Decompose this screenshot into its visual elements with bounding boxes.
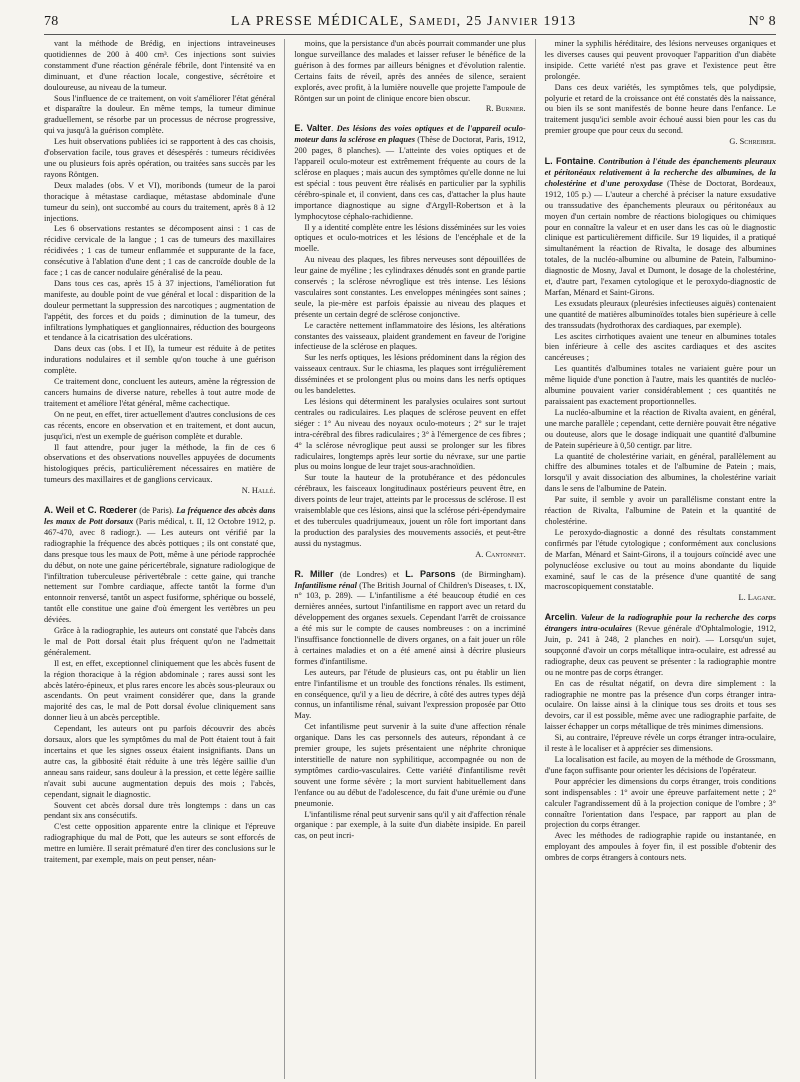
paragraph: Dans deux cas (obs. I et II), la tumeur est réduite à de petites indurations nodulaires et il semble qu'on touche à une guérison complète. — [44, 344, 276, 376]
review-author: Arcelin — [544, 612, 576, 623]
review-entry — [294, 569, 525, 668]
paragraph: Les lésions qui déterminent les paralysies oculaires sont surtout centrales ou radiculaires. Les plaques de sclérose peuvent en effet siéger : 1° Au niveau des noyaux oculo-moteurs ; 2° sur le trajet intra-cérébral des fibres radiculaires ; 3° à l'émergence de ces fibres ; 4° la sclérose névroglique peut aussi se prolonger sur les fibres radiculaires, longtemps après leur sortie du névraxe, sur une partie plus ou moins longue de leur trajet sous-arachnoïdien. — [294, 397, 526, 472]
review-separator: . — [593, 157, 599, 167]
paragraph: Par suite, il semble y avoir un parallélisme constant entre la réaction de Rivalta, l'albumine de Patein et la quantité de cholestérine. — [544, 495, 776, 526]
review-signature: N. Hallé. — [241, 486, 276, 496]
paragraph: Les auteurs, par l'étude de plusieurs cas, ont pu établir un lien entre l'infantilisme et un trouble des fonctions rénales. Ils estiment, en conséquence, qu'il y a lieu de décrire, à côté des autres types déjà connus, un infantilisme rénal, suivant l'expression proposée par Otto May. — [294, 667, 526, 721]
paragraph: Il y a identité complète entre les lésions disséminées sur les voies optiques et oculo-motrices et les lésions de l'encéphale et de la moelle. — [294, 222, 526, 254]
paragraph: Ce traitement donc, concluent les auteurs, amène la régression de cancers humains de diverse nature, rebelles à tout autre mode de traitement et améliore l'état général, même cachectique. — [44, 377, 276, 408]
review-signature: A. Cantonnet. — [475, 549, 526, 559]
review-signature: G. Schreiber. — [729, 137, 776, 147]
review-affiliation: (de Londres) et — [333, 569, 406, 579]
paragraph: L'infantilisme rénal peut survenir sans qu'il y ait d'affection rénale organique : par exemple, à la suite d'un diabète insipide. En pareil cas, on peut incri- — [294, 809, 526, 841]
paragraph: Dans tous ces cas, après 15 à 37 injections, l'amélioration fut manifeste, au double point de vue général et local : disparition de la douleur permettant la suppression des narcotiques ; augmentation de l'appétit, des forces et du poids ; diminution de la tumeur, des infiltrations lymphatiques et ganglionnaires, réduction des bourgeons et tendance à la cicatrisation des ulcérations. — [44, 278, 276, 343]
review-title: Contribution à l'étude des épanchements pleuraux et péritonéaux relativement à la recherche des albumines, de la cholestérine et d'une peroxydase — [544, 157, 776, 188]
paragraph: Il faut attendre, pour juger la méthode, la fin de ces 6 observations et des observations nouvelles appuyées de documents histologiques précis, particulièrement nécessaires en matière de tumeurs des maxillaires et de ganglions cervicaux. — [44, 442, 276, 485]
paragraph: miner la syphilis héréditaire, des lésions nerveuses organiques et les diverses causes qui peuvent provoquer l'apparition d'un diabète insipide. Cette variété n'est pas grave et l'existence peut être prolongée. — [544, 39, 776, 81]
paragraph: Le caractère nettement inflammatoire des lésions, les altérations constantes des vaisseaux, plaident grandement en faveur de l'origine infectieuse de la sclérose en plaques. — [294, 320, 526, 352]
column-3 — [535, 39, 776, 1079]
review-entry — [294, 123, 525, 222]
paragraph: Les quantités d'albumines totales ne variaient guère pour un même liquide d'une ponction à l'autre, mais les quantités de nucléo-albumine pouvaient varier considérablement ; ces quantités ne paraissaient pas exactement proportionnelles. — [544, 364, 776, 406]
review-title: Des lésions des voies optiques et de l'appareil oculo-moteur dans la sclérose en plaques — [294, 124, 526, 145]
column-2 — [284, 39, 525, 1079]
paragraph: Cet infantilisme peut survenir à la suite d'une affection rénale organique. Dans les cas personnels des auteurs, répondant à ce premier groupe, les sujets présentaient une néphrite chronique interstitielle de nature non syphilitique, accompagnée ou non de symptômes cardio-vasculaires. Cette variété d'infantilisme revêt souvent une forme sévère ; la mort survient habituellement dans l'enfance ou au début de l'adolescence, du fait d'une urémie ou d'une pneumonie. — [294, 722, 526, 808]
paragraph: Sous l'influence de ce traitement, on voit s'améliorer l'état général et disparaître la douleur. En même temps, la tumeur diminue graduellement, se résorbe par un processus de nécrose progressive, qui va jusqu'à la guérison complète. — [44, 93, 276, 136]
review-body: (Thèse de Doctorat, Bordeaux, 1912, 105 p.) — L'auteur a cherché à préciser la nature exsudative ou transsudative des épanchements pleuraux ou péritonéaux au moyen d'un certain nombre de réactions biologiques ou chimiques pour en connaître la valeur et en user dans les cas où le diagnostic clinique est particulièrement difficile. Sur 19 liquides, il a pratiqué simultanément la réaction de Rivalta, le dosage des albumines totales, de la nucléo-albumine ou albumine de Patein, l'albumino-diagnostic de Mosny, Javal et Dumont, le dosage de la cholestérine, et, d'autre part, l'examen cytologique et le peroxydo-diagnostic de Marfan, Ménard et Saint-Girons. — [544, 178, 776, 297]
paragraph: Les huit observations publiées ici se rapportent à des cas choisis, d'observation facile, tous graves et désespérés : tumeurs récidivées une ou plusieurs fois après opération, ou traitées sans succès par les rayons Röntgen. — [44, 137, 276, 179]
review-entry — [545, 612, 776, 678]
paragraph: Sur les nerfs optiques, les lésions prédominent dans la région des vaisseaux centraux. Sur le chiasma, les plaques sont irrégulièrement disséminées et se prolongent plus ou moins dans les nerfs optiques ou les bandelettes. — [294, 353, 526, 396]
review-entry — [44, 505, 275, 626]
paragraph: Le peroxydo-diagnostic a donné des résultats constamment confirmés par l'étude cytologique ; conformément aux conclusions de Marfan, Ménard et Saint-Girons, il a toujours coïncidé avec une polynucléose exclusive ou tout au moins abondante du liquide examiné, sauf le cas de la présence d'une quantité de sang macroscopiquement constatable. — [544, 527, 776, 592]
paragraph: Dans ces deux variétés, les symptômes tels, que polydipsie, polyurie et retard de la croissance ont été constatés dès la naissance, ou bien ils se sont manifestés de bonne heure dans l'enfance. Le traitement jusqu'ici semble avoir échoué aussi bien pour les cas du premier groupe que pour ceux du second. — [544, 82, 776, 136]
review-body: (Thèse de Doctorat, Paris, 1912, 200 pages, 8 planches). — L'atteinte des voies optiques et de l'appareil oculo-moteur est extrêmement fréquente au cours de la sclérose en plaques ; mais aucun des symptômes qu'elle donne ne lui est spécial : tous peuvent être réalisés en particulier par la syphilis cérébro-spinale et, il convient, dans ces cas, d'attacher la plus haute importance diagnostique au signe d'Argyll-Robertson et à la lymphocytose céphalo-rachidienne. — [294, 135, 526, 221]
paragraph: La quantité de cholestérine variait, en général, parallèlement au chiffre des albumines totales et de l'albumine de Patein ; mais, lorsqu'il y avait dissociation des albumines, la cholestérine variait dans le sens de l'albumine de Patein. — [544, 451, 776, 494]
paragraph: Cependant, les auteurs ont pu parfois découvrir des abcès dorsaux, alors que les symptômes du mal de Pott étaient tout à fait incertains et que les signes osseux étaient insignifiants. Dans un autre cas, la gibbosité était réduite à une très légère saillie d'un anneau sans raideur, sans douleur à la pression, et cette légère saillie n'avait subi aucune augmentation depuis des mois ; l'abcès, cependant, signait le diagnostic. — [44, 724, 276, 799]
paragraph: C'est cette opposition apparente entre la clinique et l'épreuve radiographique du mal de Pott, que les auteurs se sont efforcés de mettre en lumière. Il serait prématuré d'en tirer des conclusions sur le traitement, par exemple, mais on peut penser, néan- — [44, 822, 276, 865]
paragraph: En cas de résultat négatif, on devra dire simplement : la radiographie ne montre pas la présence d'un corps étranger intra-oculaire. On laisse ainsi à la clinique tous ses droits et tous ses devoirs, car il est possible, même avec une radiographie parfaite, de laisser échapper un corps métallique de très minimes dimensions. — [544, 678, 776, 732]
review-signature: L. Lagane. — [738, 593, 776, 603]
review-author: A. Weil et C. Rœderer — [44, 505, 137, 516]
paragraph: Grâce à la radiographie, les auteurs ont constaté que l'abcès dans le mal de Pott dorsal était plus fréquent qu'on ne l'admettait généralement. — [44, 626, 276, 657]
review-author: E. Valter — [294, 123, 332, 134]
review-author: L. Fontaine — [544, 156, 594, 167]
review-separator: . — [575, 613, 581, 623]
column-1 — [44, 39, 275, 1079]
review-signature: R. Burnier. — [485, 104, 526, 114]
paragraph: Deux malades (obs. V et VI), moribonds (tumeur de la paroi thoracique à métastase cardiaque, métastase abdominale d'une tumeur du sein), ont succombé au cours du traitement, après 8 à 12 injections. — [44, 180, 276, 223]
paragraph: Souvent cet abcès dorsal dure très longtemps : dans un cas pendant six ans consécutifs. — [44, 800, 276, 821]
paragraph: Au niveau des plaques, les fibres nerveuses sont dépouillées de leur gaine de myéline ; les cylindraxes dénudés sont en grande partie conservés ; la sclérose névroglique est très intense. Les lésions vasculaires sont constantes. Les enveloppes méningées sont saines ; seule, la pie-mère est parfois épaissie au niveau des plaques et présente un certain degré de sclérose conjonctive. — [294, 255, 526, 319]
review-author: R. Miller — [294, 568, 334, 579]
paragraph: Avec les méthodes de radiographie rapide ou instantanée, en employant des ampoules à foyer fin, il est possible d'obtenir des ombres de corps étrangers à contours nets. — [544, 831, 776, 863]
paragraph: La nucléo-albumine et la réaction de Rivalta avaient, en général, une marche parallèle ; cependant, cette dernière pouvait être négative ou douteuse, alors que le dosage indiquait une quantité d'albumine de Patein supérieure à 0,50 centigr. par litre. — [544, 407, 776, 450]
review-separator: . — [331, 124, 337, 134]
review-body: (The British Journal of Children's Diseases, t. IX, n° 103, p. 289). — L'infantilisme a été beaucoup étudié en ces dernières années, surtout l'infantilisme en rapport avec un retard du développement des organes sexuels. Cependant l'arrêt de croissance a été mis sur le compte de causes nombreuses : on a incriminé l'insuffisance fonctionnelle de divers organes, on a fait jouer un rôle à certaines maladies et on a été amené ainsi à décrire plusieurs formes d'infantilisme. — [294, 580, 526, 666]
review-title: Valeur de la radiographie pour la recherche des corps étrangers intra-oculaires — [544, 613, 776, 634]
text-columns — [44, 39, 776, 1079]
review-entry — [545, 156, 776, 299]
issue-number: N° 8 — [748, 14, 776, 29]
paragraph: vant la méthode de Brédig, en injections intraveineuses quotidiennes de 200 à 400 cm³. Ces injections sont suivies constamment d'une réaction générale fébrile, dont l'intensité va en diminuant, et d'une réaction locale, congestive, sécrétoire et douloureuse, au niveau de la tumeur. — [44, 39, 276, 92]
paragraph: Les exsudats pleuraux (pleurésies infectieuses aiguës) contenaient une quantité de matières albuminoïdes totales bien supérieure à celle des transsudats (hydrothorax des cardiaques, par exemple). — [544, 298, 776, 330]
journal-title: LA PRESSE MÉDICALE, Samedi, 25 Janvier 1913 — [230, 14, 577, 29]
paragraph: Les ascites cirrhotiques avaient une teneur en albumines totales bien inférieure à celle des ascites cardiaques et des ascites cancéreuses ; — [544, 331, 776, 363]
review-affiliation: (de Paris). — [136, 506, 177, 516]
page-header — [44, 14, 776, 35]
paragraph: On ne peut, en effet, tirer actuellement d'autres conclusions de ces cas récents, encore en observation et en traitement, et dont aucun, jusqu'ici, n'est un exemple de guérison complète et durable. — [44, 409, 276, 441]
paragraph: Pour apprécier les dimensions du corps étranger, trois conditions sont indispensables : 1° avoir une épreuve parfaitement nette ; 2° calculer l'agrandissement dû à la projection conique de l'ombre ; 3° connaître l'orientation dans l'espace, par rapport au plan de projection du corps étranger. — [544, 776, 776, 830]
page-number: 78 — [44, 14, 59, 29]
paragraph: moins, que la persistance d'un abcès pourrait commander une plus longue surveillance des malades et laisser refuser le bénéfice de la guérison à des formes par ailleurs bénignes et d'évolution ralentie. Certains faits de réveil, après des années de silence, seraient explorés, avec profit, à la lumière nouvelle que projette l'ampoule de Röntgen sur un point de clinique encore bien obscur. — [294, 39, 526, 103]
paragraph: Si, au contraire, l'épreuve révèle un corps étranger intra-oculaire, il reste à le localiser et à apprécier ses dimensions. — [544, 733, 776, 754]
review-title: La fréquence des abcès dans les maux de Pott dorsaux — [44, 506, 276, 526]
paragraph: La localisation est facile, au moyen de la méthode de Grossmann, d'une façon suffisante pour orienter les décisions de l'opérateur. — [544, 755, 776, 775]
review-body: (Paris médical, t. II, 12 Octobre 1912, p. 467-470, avec 8 radiogr.). — Les auteurs ont vérifié par la radiographie la fréquence des abcès pottiques ; ils ont constaté que, dans presque tous les maux de Pott, même à une période rapprochée du début, on note une gaine péricertébrale, signature radiologique de l'infiltration tuberculeuse périvertébrale : cette gaine, qui tranche nettement sur l'ombre cardiaque, affecte tantôt la forme d'un entonnoir renversé, tantôt un aspect fusiforme, sphérique ou bosselé, tantôt elle constitue une gaine d'où émergent les vertèbres un peu déviées. — [44, 516, 276, 625]
review-title: Infantilisme rénal — [294, 580, 357, 590]
review-affiliation: (de Birmingham). — [455, 569, 526, 579]
paragraph: Les 6 observations restantes se décomposent ainsi : 1 cas de récidive cervicale de la langue ; 1 cas de tumeurs des maxillaires récidivées ; 1 cas de tumeur enflammée et suppurante de la face, consécutive à l'ablation d'une dent ; 1 cas de cancroïde double de la face ; 1 cas de cancer nodulaire généralisé de la peau. — [44, 224, 276, 278]
review-body: (Revue générale d'Ophtalmologie, 1912, Juin, p. 241 à 248, 2 planches en noir). — Lorsqu'un sujet, soupçonné d'avoir un corps métallique intra-oculaire, est adressé au radiographe, deux cas peuvent se présenter : la radiographie montre ou ne montre pas de corps étranger. — [544, 624, 776, 677]
paragraph: Il est, en effet, exceptionnel cliniquement que les abcès fusent de la région thoracique à la région abdominale ; rares aussi sont les abcès latéro-épineux, et plus rares encore les abcès sous-pleuraux ou ascendants. On peut vraiment considérer que, dans la grande majorité des cas, le mal de Pott dorsal évolue cliniquement sans donner lieu à un abcès perceptible. — [44, 658, 276, 723]
paragraph: Sur toute la hauteur de la protubérance et des pédoncules cérébraux, les faisceaux longitudinaux postérieurs peuvent être, en divers points de leur trajet, atteints par le processus de sclérose. Il est vraisemblable que ces lésions, ainsi que la sclérose péri-épendymaire et des tubercules quadrijumeaux, jouent un rôle fort important dans la production des paralysies des mouvements associés, et peut-être aussi du nystagmus. — [294, 473, 526, 548]
review-coauthor: L. Parsons — [405, 568, 456, 579]
